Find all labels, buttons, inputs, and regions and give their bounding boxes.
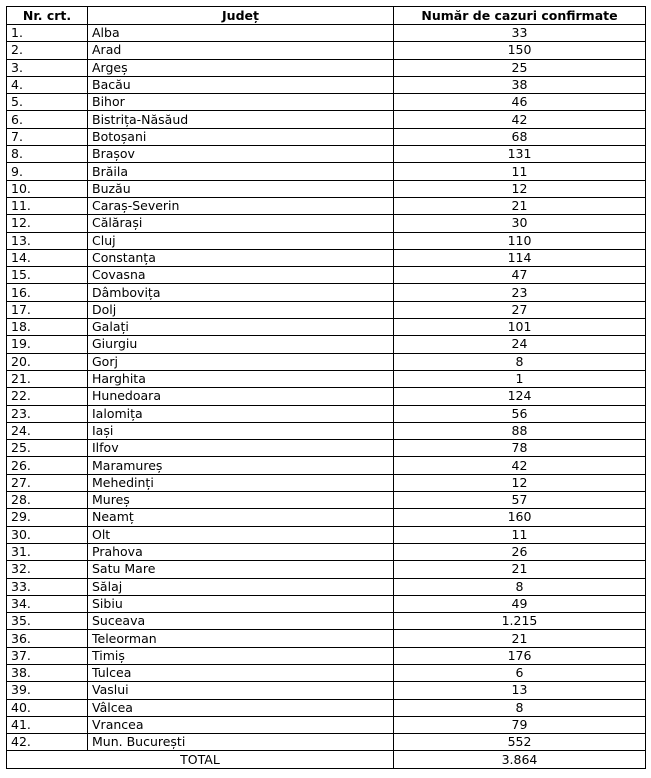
row-number: 21.: [7, 370, 88, 387]
case-count: 176: [394, 647, 646, 664]
case-count: 160: [394, 509, 646, 526]
table-row: [7, 111, 646, 128]
table-row: [7, 128, 646, 145]
header-nr: Nr. crt.: [7, 7, 88, 25]
case-count: 68: [394, 128, 646, 145]
case-count: 21: [394, 561, 646, 578]
row-number: 15.: [7, 267, 88, 284]
county-name: Vâlcea: [88, 699, 394, 716]
county-name: Vrancea: [88, 716, 394, 733]
case-count: 21: [394, 630, 646, 647]
table-row: [7, 301, 646, 318]
county-name: Mureș: [88, 492, 394, 509]
row-number: 25.: [7, 440, 88, 457]
table-row: [7, 284, 646, 301]
county-name: Harghita: [88, 370, 394, 387]
county-name: Tulcea: [88, 664, 394, 681]
row-number: 31.: [7, 543, 88, 560]
table-row: [7, 197, 646, 214]
county-name: Sibiu: [88, 595, 394, 612]
confirmed-cases-table: [6, 6, 646, 769]
table-row: [7, 699, 646, 716]
case-count: 12: [394, 474, 646, 491]
row-number: 35.: [7, 613, 88, 630]
table-row: [7, 474, 646, 491]
county-name: Timiș: [88, 647, 394, 664]
county-name: Ilfov: [88, 440, 394, 457]
case-count: 38: [394, 76, 646, 93]
case-count: 1: [394, 370, 646, 387]
row-number: 11.: [7, 197, 88, 214]
row-number: 32.: [7, 561, 88, 578]
table-row: [7, 578, 646, 595]
case-count: 114: [394, 249, 646, 266]
row-number: 41.: [7, 716, 88, 733]
row-number: 38.: [7, 664, 88, 681]
county-name: Prahova: [88, 543, 394, 560]
row-number: 27.: [7, 474, 88, 491]
row-number: 3.: [7, 59, 88, 76]
header-cases: Număr de cazuri confirmate: [394, 7, 646, 25]
table-row: [7, 76, 646, 93]
county-name: Satu Mare: [88, 561, 394, 578]
county-name: Hunedoara: [88, 388, 394, 405]
row-number: 42.: [7, 734, 88, 751]
row-number: 37.: [7, 647, 88, 664]
case-count: 124: [394, 388, 646, 405]
row-number: 18.: [7, 319, 88, 336]
cases-table-container: [6, 6, 645, 769]
case-count: 25: [394, 59, 646, 76]
table-row: [7, 163, 646, 180]
table-row: [7, 319, 646, 336]
case-count: 56: [394, 405, 646, 422]
table-row: [7, 370, 646, 387]
county-name: Olt: [88, 526, 394, 543]
county-name: Suceava: [88, 613, 394, 630]
case-count: 79: [394, 716, 646, 733]
table-row: [7, 595, 646, 612]
case-count: 11: [394, 163, 646, 180]
county-name: Sălaj: [88, 578, 394, 595]
county-name: Dâmbovița: [88, 284, 394, 301]
case-count: 26: [394, 543, 646, 560]
table-row: [7, 543, 646, 560]
county-name: Gorj: [88, 353, 394, 370]
case-count: 33: [394, 25, 646, 42]
table-row: [7, 509, 646, 526]
table-header-row: [7, 7, 646, 25]
table-row: [7, 405, 646, 422]
row-number: 22.: [7, 388, 88, 405]
county-name: Galați: [88, 319, 394, 336]
row-number: 23.: [7, 405, 88, 422]
case-count: 131: [394, 146, 646, 163]
row-number: 29.: [7, 509, 88, 526]
total-value: 3.864: [394, 751, 646, 768]
case-count: 110: [394, 232, 646, 249]
county-name: Călărași: [88, 215, 394, 232]
row-number: 5.: [7, 94, 88, 111]
row-number: 9.: [7, 163, 88, 180]
table-row: [7, 561, 646, 578]
table-row: [7, 42, 646, 59]
county-name: Giurgiu: [88, 336, 394, 353]
case-count: 6: [394, 664, 646, 681]
county-name: Mehedinți: [88, 474, 394, 491]
county-name: Bihor: [88, 94, 394, 111]
county-name: Covasna: [88, 267, 394, 284]
case-count: 8: [394, 353, 646, 370]
row-number: 17.: [7, 301, 88, 318]
county-name: Teleorman: [88, 630, 394, 647]
county-name: Neamț: [88, 509, 394, 526]
case-count: 23: [394, 284, 646, 301]
case-count: 1.215: [394, 613, 646, 630]
row-number: 4.: [7, 76, 88, 93]
row-number: 28.: [7, 492, 88, 509]
case-count: 12: [394, 180, 646, 197]
county-name: Brașov: [88, 146, 394, 163]
table-row: [7, 734, 646, 751]
row-number: 7.: [7, 128, 88, 145]
county-name: Alba: [88, 25, 394, 42]
row-number: 6.: [7, 111, 88, 128]
table-row: [7, 336, 646, 353]
row-number: 8.: [7, 146, 88, 163]
county-name: Cluj: [88, 232, 394, 249]
case-count: 30: [394, 215, 646, 232]
case-count: 88: [394, 422, 646, 439]
table-row: [7, 664, 646, 681]
county-name: Brăila: [88, 163, 394, 180]
case-count: 13: [394, 682, 646, 699]
table-body: [7, 25, 646, 751]
case-count: 47: [394, 267, 646, 284]
table-row: [7, 440, 646, 457]
row-number: 34.: [7, 595, 88, 612]
row-number: 30.: [7, 526, 88, 543]
county-name: Vaslui: [88, 682, 394, 699]
case-count: 101: [394, 319, 646, 336]
case-count: 57: [394, 492, 646, 509]
case-count: 11: [394, 526, 646, 543]
case-count: 8: [394, 578, 646, 595]
case-count: 24: [394, 336, 646, 353]
case-count: 46: [394, 94, 646, 111]
county-name: Bacău: [88, 76, 394, 93]
table-row: [7, 613, 646, 630]
case-count: 552: [394, 734, 646, 751]
row-number: 13.: [7, 232, 88, 249]
case-count: 150: [394, 42, 646, 59]
county-name: Arad: [88, 42, 394, 59]
row-number: 33.: [7, 578, 88, 595]
row-number: 16.: [7, 284, 88, 301]
table-row: [7, 232, 646, 249]
row-number: 24.: [7, 422, 88, 439]
county-name: Constanța: [88, 249, 394, 266]
row-number: 26.: [7, 457, 88, 474]
row-number: 39.: [7, 682, 88, 699]
row-number: 12.: [7, 215, 88, 232]
row-number: 19.: [7, 336, 88, 353]
table-row: [7, 647, 646, 664]
table-row: [7, 630, 646, 647]
table-row: [7, 25, 646, 42]
county-name: Bistrița-Năsăud: [88, 111, 394, 128]
case-count: 21: [394, 197, 646, 214]
row-number: 1.: [7, 25, 88, 42]
row-number: 36.: [7, 630, 88, 647]
row-number: 2.: [7, 42, 88, 59]
table-row: [7, 492, 646, 509]
case-count: 49: [394, 595, 646, 612]
row-number: 14.: [7, 249, 88, 266]
county-name: Caraș-Severin: [88, 197, 394, 214]
table-row: [7, 94, 646, 111]
row-number: 40.: [7, 699, 88, 716]
table-row: [7, 146, 646, 163]
county-name: Dolj: [88, 301, 394, 318]
total-row: [7, 751, 646, 768]
table-row: [7, 180, 646, 197]
table-row: [7, 215, 646, 232]
header-county: Județ: [88, 7, 394, 25]
case-count: 78: [394, 440, 646, 457]
county-name: Buzău: [88, 180, 394, 197]
county-name: Maramureș: [88, 457, 394, 474]
total-label: TOTAL: [7, 751, 394, 768]
table-row: [7, 267, 646, 284]
case-count: 42: [394, 111, 646, 128]
table-row: [7, 353, 646, 370]
county-name: Iași: [88, 422, 394, 439]
table-row: [7, 422, 646, 439]
case-count: 8: [394, 699, 646, 716]
table-row: [7, 388, 646, 405]
county-name: Argeș: [88, 59, 394, 76]
county-name: Ialomița: [88, 405, 394, 422]
county-name: Botoșani: [88, 128, 394, 145]
table-row: [7, 716, 646, 733]
table-row: [7, 457, 646, 474]
county-name: Mun. București: [88, 734, 394, 751]
row-number: 20.: [7, 353, 88, 370]
table-row: [7, 59, 646, 76]
case-count: 42: [394, 457, 646, 474]
case-count: 27: [394, 301, 646, 318]
row-number: 10.: [7, 180, 88, 197]
table-row: [7, 249, 646, 266]
table-row: [7, 682, 646, 699]
table-row: [7, 526, 646, 543]
